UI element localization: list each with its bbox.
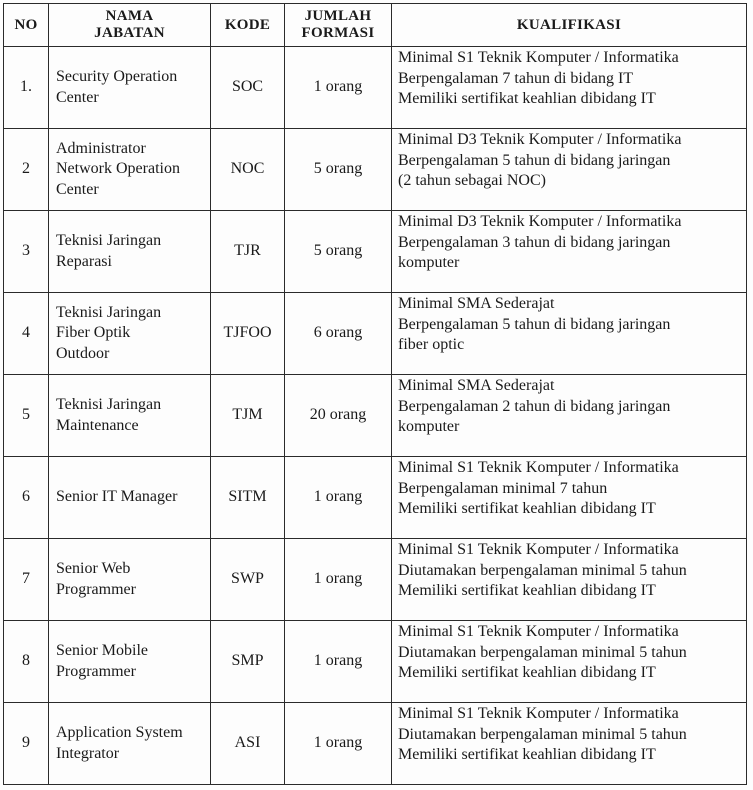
row-number: 5 (4, 375, 49, 457)
job-code: SITM (211, 457, 285, 539)
header-name-line: JABATAN (94, 25, 165, 41)
table-row (4, 539, 747, 621)
formation-count: 1 orang (285, 47, 392, 129)
job-title-line: Network Operation (56, 160, 180, 178)
job-code: TJFOO (211, 293, 285, 375)
qualification-line: fiber optic (398, 336, 465, 353)
qualifications (392, 703, 747, 785)
job-title-line: Administrator (56, 139, 146, 157)
qualification-line: Diutamakan berpengalaman minimal 5 tahun (398, 561, 687, 579)
job-code: TJM (211, 375, 285, 457)
qualification-line: Minimal D3 Teknik Komputer / Informatika (398, 131, 682, 148)
qualification-line: Memiliki sertifikat keahlian dibidang IT (398, 582, 656, 599)
job-title-line: Reparasi (56, 252, 112, 270)
job-title-line: Fiber Optik (56, 324, 131, 342)
table-row (4, 293, 747, 375)
qualifications (392, 457, 747, 539)
qualification-line: Memiliki sertifikat keahlian dibidang IT (398, 90, 656, 107)
job-title (49, 211, 211, 293)
qualifications (392, 539, 747, 621)
job-title-line: Security Operation (56, 68, 178, 85)
job-title (49, 703, 211, 785)
header-row (4, 4, 747, 47)
header-name-line: NAMA (105, 8, 154, 24)
qualification-line: Minimal S1 Teknik Komputer / Informatika (398, 49, 679, 66)
qualification-line: Berpengalaman 5 tahun di bidang jaringan (398, 151, 671, 169)
header-code: KODE (211, 4, 285, 47)
table-row (4, 129, 747, 211)
row-number: 1. (4, 47, 49, 129)
header-no: NO (4, 4, 49, 47)
qualification-line: Memiliki sertifikat keahlian dibidang IT (398, 664, 656, 681)
qualification-line: Berpengalaman 3 tahun di bidang jaringan (398, 233, 671, 251)
header-qualification: KUALIFIKASI (392, 4, 747, 47)
job-title-line: Outdoor (56, 344, 110, 362)
table-header (4, 4, 747, 47)
qualification-line: Memiliki sertifikat keahlian dibidang IT (398, 746, 656, 763)
qualification-line: Berpengalaman minimal 7 tahun (398, 479, 608, 497)
job-title-line: Center (56, 88, 99, 106)
job-title (49, 457, 211, 539)
job-title (49, 129, 211, 211)
formation-count: 1 orang (285, 539, 392, 621)
header-count (285, 4, 392, 47)
qualification-line: Minimal SMA Sederajat (398, 377, 555, 394)
qualifications (392, 129, 747, 211)
job-code: SMP (211, 621, 285, 703)
table-row (4, 703, 747, 785)
job-title-line: Maintenance (56, 416, 139, 434)
job-title-line: Senior IT Manager (56, 488, 178, 506)
table-row (4, 47, 747, 129)
row-number: 2 (4, 129, 49, 211)
job-title-line: Senior Web (56, 560, 131, 577)
job-title-line: Application System (56, 724, 183, 741)
job-title (49, 293, 211, 375)
qualification-line: Berpengalaman 5 tahun di bidang jaringan (398, 315, 671, 333)
row-number: 9 (4, 703, 49, 785)
qualifications (392, 211, 747, 293)
job-title-line: Senior Mobile (56, 642, 148, 659)
table-row (4, 457, 747, 539)
job-title-line: Center (56, 180, 99, 198)
qualification-line: komputer (398, 254, 460, 271)
qualification-line: Berpengalaman 7 tahun di bidang IT (398, 69, 634, 87)
header-count-line: JUMLAH (304, 8, 372, 24)
qualification-line: Minimal SMA Sederajat (398, 295, 555, 312)
job-title (49, 621, 211, 703)
job-title (49, 47, 211, 129)
job-title-line: Integrator (56, 744, 120, 762)
job-code: SOC (211, 47, 285, 129)
job-title (49, 539, 211, 621)
qualification-line: Berpengalaman 2 tahun di bidang jaringan (398, 397, 671, 415)
job-title-line: Teknisi Jaringan (56, 396, 162, 413)
formation-count: 5 orang (285, 129, 392, 211)
qualification-line: Memiliki sertifikat keahlian dibidang IT (398, 500, 656, 517)
formation-count: 20 orang (285, 375, 392, 457)
header-count-line: FORMASI (301, 25, 375, 41)
header-name (49, 4, 211, 47)
qualification-line: (2 tahun sebagai NOC) (398, 172, 546, 189)
qualifications (392, 293, 747, 375)
job-title-line: Teknisi Jaringan (56, 303, 162, 321)
qualification-line: Minimal S1 Teknik Komputer / Informatika (398, 459, 679, 476)
row-number: 4 (4, 293, 49, 375)
table-row (4, 211, 747, 293)
qualifications (392, 375, 747, 457)
job-code: ASI (211, 703, 285, 785)
table-row (4, 621, 747, 703)
qualification-line: komputer (398, 418, 460, 435)
qualification-line: Minimal S1 Teknik Komputer / Informatika (398, 541, 679, 558)
job-title-line: Programmer (56, 662, 136, 680)
job-code: SWP (211, 539, 285, 621)
qualification-line: Diutamakan berpengalaman minimal 5 tahun (398, 725, 687, 743)
vacancy-table (3, 3, 747, 785)
qualifications (392, 47, 747, 129)
qualification-line: Minimal S1 Teknik Komputer / Informatika (398, 705, 679, 722)
row-number: 7 (4, 539, 49, 621)
job-code: NOC (211, 129, 285, 211)
formation-count: 1 orang (285, 621, 392, 703)
formation-count: 1 orang (285, 457, 392, 539)
formation-count: 5 orang (285, 211, 392, 293)
job-title-line: Programmer (56, 580, 136, 598)
job-code: TJR (211, 211, 285, 293)
job-title (49, 375, 211, 457)
qualification-line: Minimal S1 Teknik Komputer / Informatika (398, 623, 679, 640)
formation-count: 6 orang (285, 293, 392, 375)
formation-count: 1 orang (285, 703, 392, 785)
qualifications (392, 621, 747, 703)
qualification-line: Minimal D3 Teknik Komputer / Informatika (398, 213, 682, 230)
row-number: 8 (4, 621, 49, 703)
table-row (4, 375, 747, 457)
row-number: 3 (4, 211, 49, 293)
row-number: 6 (4, 457, 49, 539)
qualification-line: Diutamakan berpengalaman minimal 5 tahun (398, 643, 687, 661)
table-body (4, 47, 747, 785)
job-title-line: Teknisi Jaringan (56, 232, 162, 249)
